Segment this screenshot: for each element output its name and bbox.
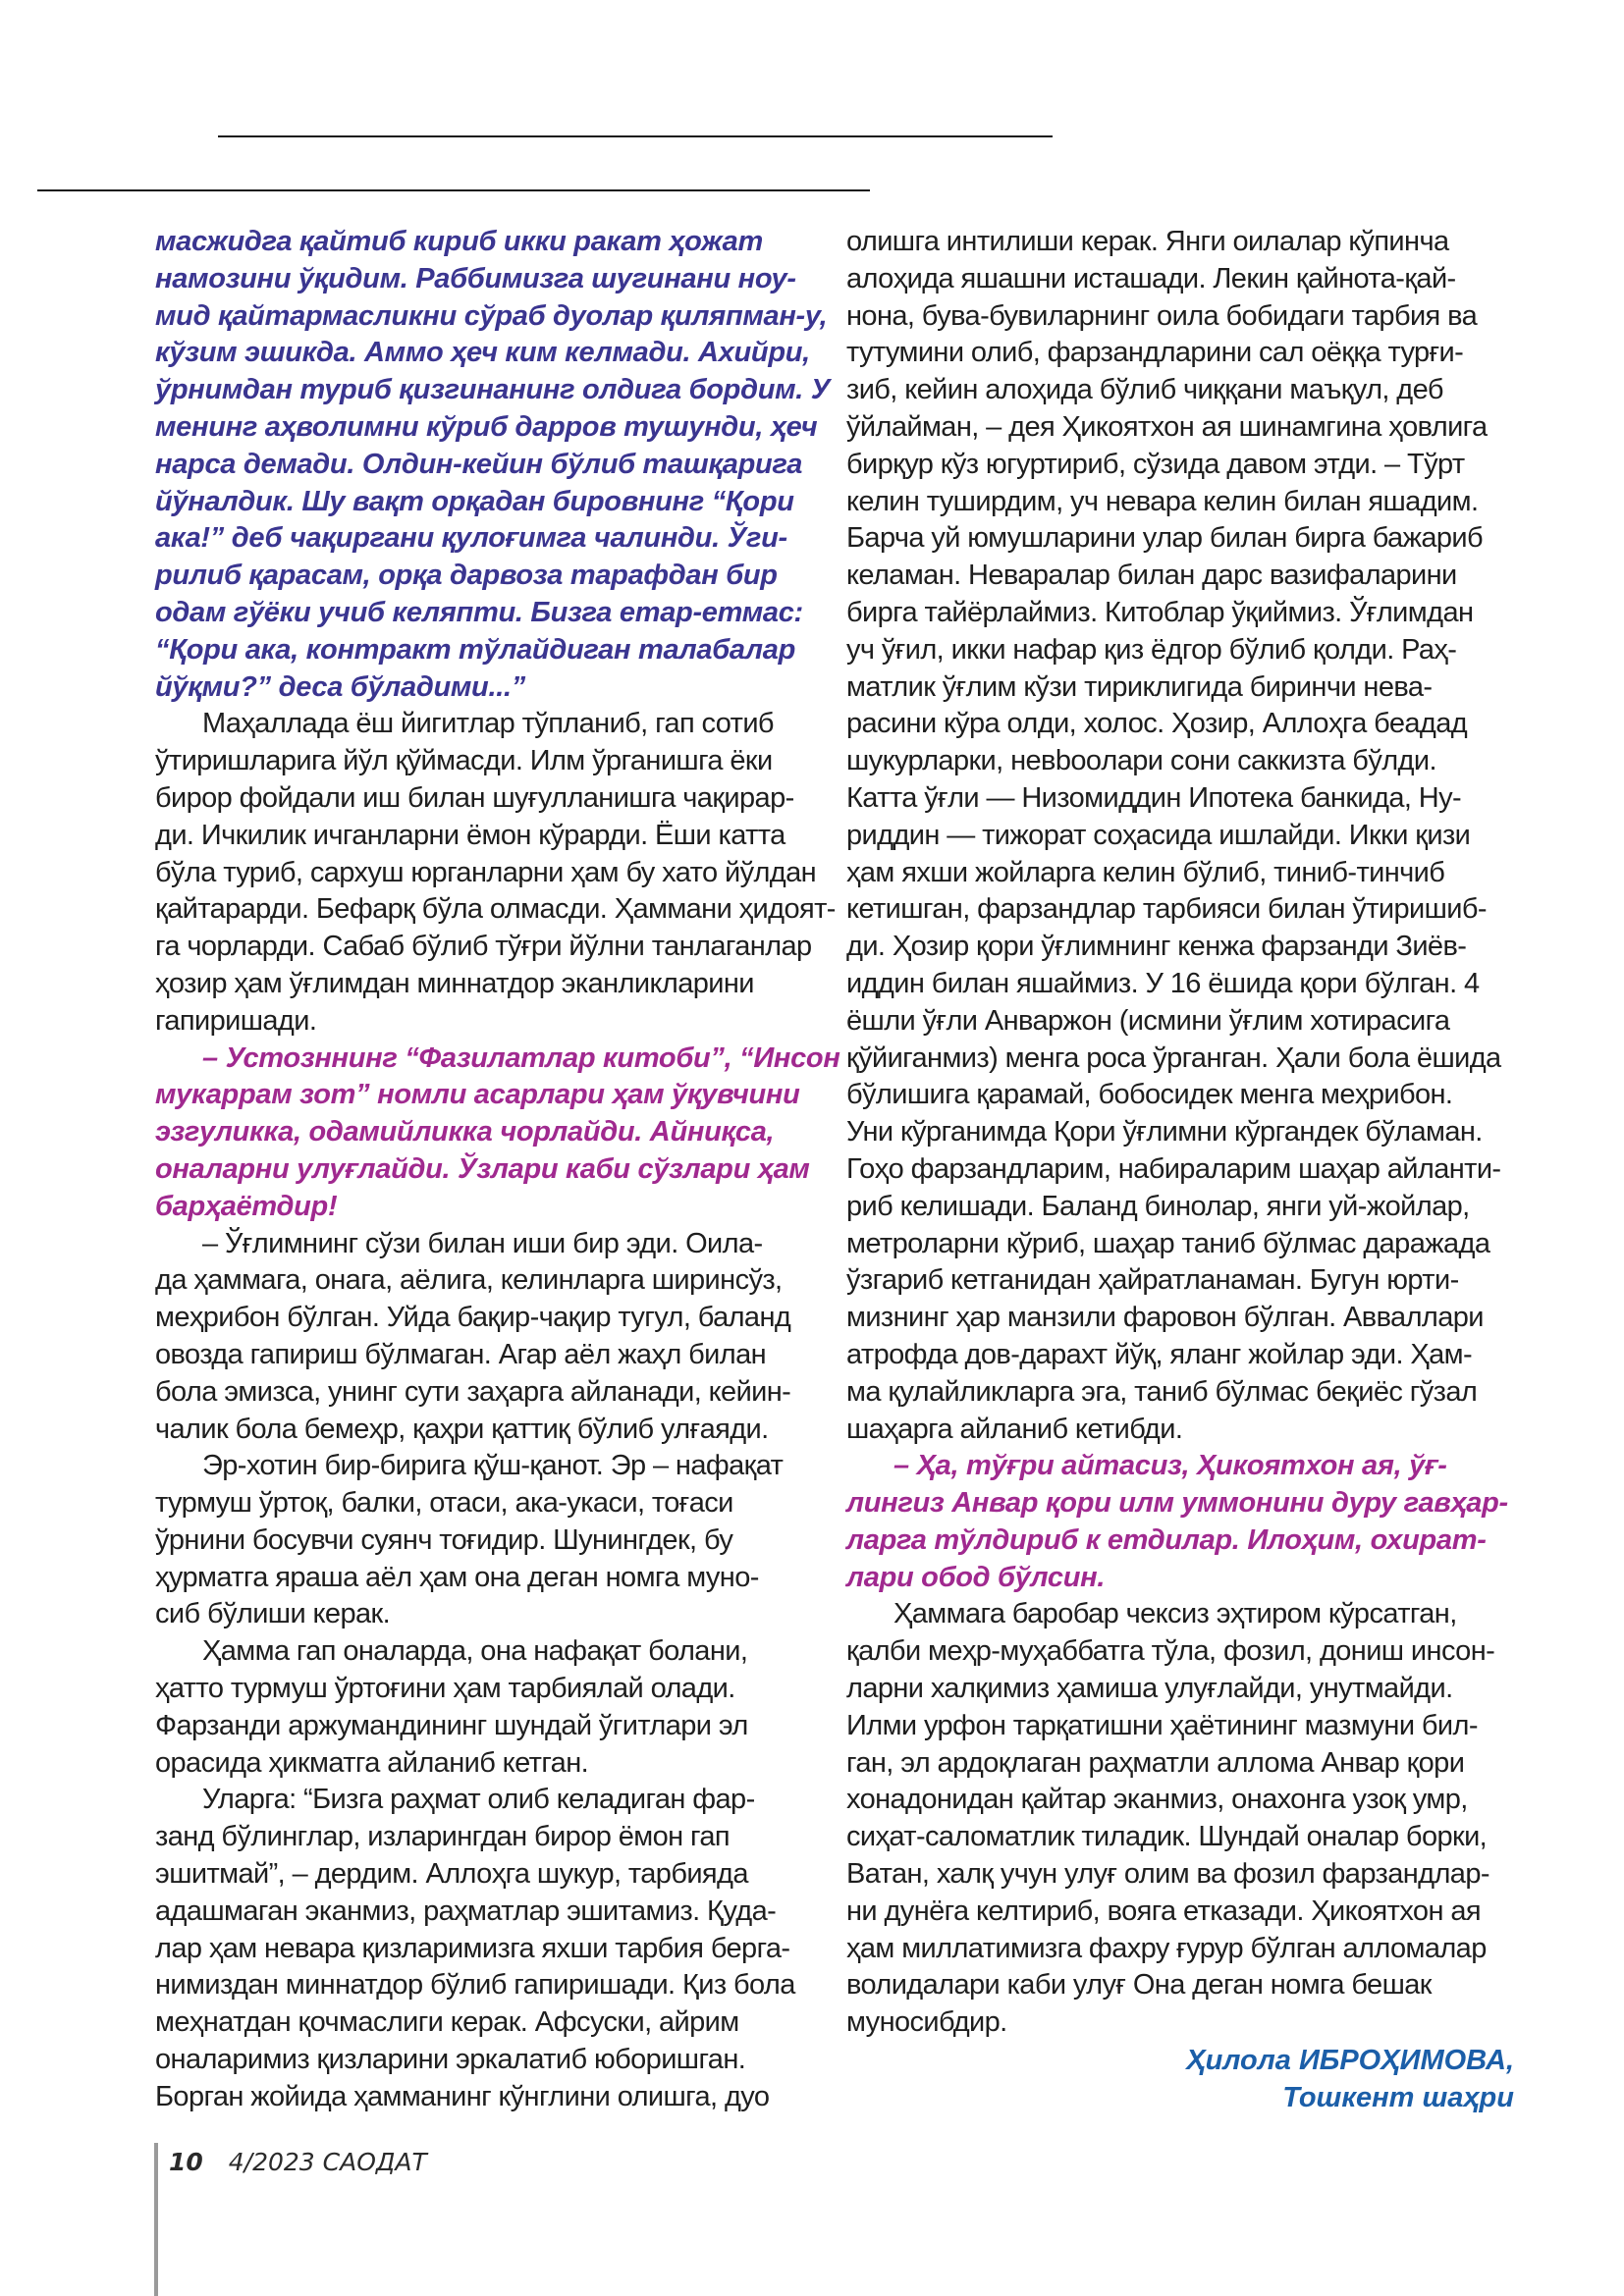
article-column-right [846, 224, 1524, 2042]
text-line: “Қори ака, контракт тўлайдиган талабалар [155, 633, 796, 666]
text-line: чалик бола бемеҳр, қаҳри қаттиқ бўлиб улғаяди. [155, 1413, 769, 1445]
text-line: лингиз Анвар қори илм уммонини дуру гавҳар- [846, 1487, 1508, 1520]
text-line: ҳатто турмуш ўртоғини ҳам тарбиялай олади. [155, 1673, 735, 1705]
text-line: адашмаган эканмиз, раҳматлар эшитамиз. Қуда- [155, 1895, 777, 1927]
text-line: бирга тайёрлаймиз. Китоблар ўқиймиз. Ўғлимдан [846, 596, 1474, 628]
text-line: Борган жойида ҳамманинг кўнглини олишга, дуо [155, 2080, 770, 2112]
text-line: мид қайтармасликни сўраб дуолар қиляпман-у, [155, 299, 828, 332]
text-line: расини кўра олди, холос. Ҳозир, Аллоҳга беадад [846, 708, 1468, 740]
text-line: мизнинг ҳар манзили фаровон бўлган. Авваллари [846, 1302, 1484, 1334]
text-line: меҳрибон бўлган. Уйда бақир-чақир тугул, баланд [155, 1302, 791, 1334]
text-line: қайтарарди. Бефарқ бўла олмасди. Ҳаммани ҳидоят- [155, 893, 836, 926]
paragraph [846, 224, 1524, 1448]
text-line: ган, эл ардоқлаган раҳматли аллома Анвар қори [846, 1746, 1465, 1779]
text-line: келин туширдим, уч невара келин билан яшадим. [846, 485, 1479, 517]
quote-paragraph [846, 1448, 1524, 1596]
text-line: атрофда дов-дарахт йўқ, яланг жойлар эди. Ҳам- [846, 1338, 1473, 1370]
paragraph [155, 1782, 833, 2115]
page-number: 10 [169, 2148, 203, 2176]
text-line: шаҳарга айланиб кетибди. [846, 1413, 1183, 1445]
text-line: Ҳамма гап оналарда, она нафақат болани, [202, 1635, 748, 1668]
text-line: шукурларки, невbooлари сони саккизта бўлди. [846, 745, 1436, 777]
text-line: ди. Ҳозир қори ўғлимнинг кенжа фарзанди Зиёв- [846, 931, 1467, 963]
text-line: Маҳаллада ёш йигитлар тўпланиб, гап сотиб [202, 708, 774, 740]
text-line: муносибдир. [846, 2006, 1007, 2039]
paragraph [846, 1596, 1524, 2042]
text-line: барҳаётдир! [155, 1190, 338, 1222]
text-line: мукаррам зот” номли асарлари ҳам ўқувчини [155, 1079, 800, 1111]
text-line: меҳнатдан қочмаслиги керак. Афсуски, айрим [155, 2006, 739, 2039]
issue-label: 4/2023 САОДАТ [228, 2148, 427, 2176]
text-line: эшитмай”, – дердим. Аллоҳга шукур, тарбияда [155, 1858, 748, 1891]
text-line: гапиришади. [155, 1004, 317, 1037]
text-line: ўтиришларига йўл қўймасди. Илм ўрганишга ёки [155, 745, 773, 777]
text-line: ҳурматга яраша аёл ҳам она деган номга муно- [155, 1561, 759, 1593]
text-line: алоҳида яшашни исташади. Лекин қайнота-қай- [846, 262, 1456, 294]
text-line: Фарзанди аржумандининг шундай ўгитлари эл [155, 1709, 748, 1741]
text-line: ёшли ўғли Анваржон (исмини ўғлим хотирасига [846, 1004, 1450, 1037]
text-line: ўзгариб кетганидан ҳайратланаман. Бугун юрти- [846, 1264, 1459, 1297]
text-line: нимиздан миннатдор бўлиб гапиришади. Қиз бола [155, 1969, 795, 2002]
text-line: волидалари каби улуғ Она деган номга бешак [846, 1969, 1432, 2002]
text-line: ни дунёга келтириб, вояга етказади. Ҳикоятхон ая [846, 1895, 1481, 1927]
text-line: йўқми?” деса бўладими...” [155, 670, 525, 703]
text-line: ака!” деб чақиргани қулоғимга чалинди. Ўги- [155, 522, 787, 555]
text-line: рилиб қарасам, орқа дарвоза тарафдан бир [155, 560, 778, 592]
text-line: Барча уй юмушларини улар билан бирга бажариб [846, 522, 1484, 555]
text-line: турмуш ўртоқ, балки, отаси, ака-укаси, тоғаси [155, 1487, 733, 1520]
text-line: Уларга: “Бизга раҳмат олиб келадиган фар- [202, 1784, 755, 1816]
footer-divider [154, 2143, 158, 2296]
text-line: кўзим эшикда. Аммо ҳеч ким келмади. Ахийри, [155, 337, 810, 369]
text-line: эзгуликка, одамийликка чорлайди. Айниқса, [155, 1116, 775, 1148]
text-line: ди. Ичкилик ичганларни ёмон кўрарди. Ёши катта [155, 819, 785, 851]
text-line: ларни халқимиз ҳамиша улуғлайди, унутмайди. [846, 1673, 1453, 1705]
paragraph [155, 1633, 833, 1782]
text-line: ҳам яхши жойларга келин бўлиб, тиниб-тинчиб [846, 856, 1445, 888]
text-line: занд бўлинглар, изларингдан бирор ёмон гап [155, 1821, 730, 1853]
text-line: – Ўғлимнинг сўзи билан иши бир эди. Оила- [202, 1227, 763, 1259]
paragraph [155, 1448, 833, 1633]
text-line: ўйлайман, – дея Ҳикоятхон ая шинамгина ҳовлига [846, 410, 1488, 443]
header-rule-bottom [37, 189, 870, 191]
text-line: менинг аҳволимни кўриб дарров тушунди, ҳеч [155, 410, 818, 443]
text-line: метроларни кўриб, шаҳар таниб бўлмас даражада [846, 1227, 1490, 1259]
text-line: оналаримиз қизларини эркалатиб юборишган. [155, 2044, 746, 2076]
text-line: да ҳаммага, онага, аёлига, келинларга ширинсўз, [155, 1264, 783, 1297]
text-line: бирқур кўз югуртириб, сўзида давом этди. – Тўрт [846, 448, 1465, 480]
quote-paragraph [155, 1041, 840, 1226]
text-line: га чорларди. Сабаб бўлиб тўғри йўлни танлаганлар [155, 931, 812, 963]
text-line: риб келишади. Баланд бинолар, янги уй-жойлар, [846, 1190, 1470, 1222]
text-line: риддин — тижорат соҳасида ишлайди. Икки қизи [846, 819, 1471, 851]
text-line: зиб, кейин алоҳида бўлиб чиққани маъқул, деб [846, 374, 1443, 406]
text-line: Гоҳо фарзандларим, набираларим шаҳар айланти- [846, 1152, 1501, 1185]
text-line: қалби меҳр-муҳаббатга тўла, фозил, дониш инсон- [846, 1635, 1495, 1668]
text-line: Уни кўрганимда Қори ўғлимни кўргандек бўламан. [846, 1116, 1483, 1148]
text-line: Илми урфон тарқатишни ҳаётининг мазмуни бил- [846, 1709, 1478, 1741]
paragraph [155, 1226, 833, 1449]
text-line: ҳам миллатимизга фахру ғурур бўлган алломалар [846, 1932, 1487, 1964]
text-line: хонадонидан қайтар эканмиз, онахонга узоқ умр, [846, 1784, 1468, 1816]
text-line: тутумини олиб, фарзандларини сал оёққа турғи- [846, 337, 1464, 369]
text-line: олишга интилиши керак. Янги оилалар кўпинча [846, 226, 1449, 257]
text-line: матлик ўғлим кўзи тириклигида биринчи нева- [846, 670, 1433, 703]
text-line: Ҳаммага баробар чексиз эҳтиром кўрсатган, [893, 1598, 1457, 1630]
text-line: уч ўғил, икки нафар қиз ёдгор бўлиб қолди. Раҳ- [846, 633, 1457, 666]
header-rule-top [218, 135, 1053, 137]
text-line: – Устозннинг “Фазилатлар китоби”, “Инсон [202, 1041, 840, 1074]
text-line: орасида ҳикматга айланиб кетган. [155, 1746, 589, 1779]
quote-paragraph [155, 224, 833, 706]
text-line: намозини ўқидим. Раббимизга шугинани ноу- [155, 262, 796, 294]
text-line: нона, бува-бувиларнинг оила бобидаги тарбия ва [846, 299, 1478, 332]
article-column-left [155, 224, 840, 2116]
author-name: Ҳилола ИБРОҲИМОВА, [1186, 2045, 1514, 2076]
page-footer [169, 2148, 427, 2176]
text-line: ма қулайликларга эга, таниб бўлмас беқиёс гўзал [846, 1375, 1478, 1408]
text-line: лар ҳам невара қизларимизга яхши тарбия берга- [155, 1932, 790, 1964]
text-line: ҳозир ҳам ўғлимдан миннатдор эканликларини [155, 967, 754, 999]
text-line: иддин билан яшаймиз. У 16 ёшида қори бўлган. 4 [846, 967, 1480, 999]
text-line: лари обод бўлсин. [846, 1561, 1106, 1593]
paragraph [155, 706, 836, 1040]
text-line: Эр-хотин бир-бирига қўш-қанот. Эр – нафақат [202, 1450, 784, 1482]
text-line: бўлишига қарамай, бобосидек менга меҳрибон. [846, 1079, 1453, 1111]
text-line: сиб бўлиши керак. [155, 1598, 391, 1630]
article-signature [1186, 2042, 1514, 2116]
text-line: ўрнимдан туриб қизгинанинг олдига бордим. У [155, 374, 831, 406]
text-line: бўла туриб, сархуш юрганларни ҳам бу хато йўлдан [155, 856, 817, 888]
author-city: Тошкент шаҳри [1282, 2082, 1514, 2113]
text-line: сиҳат-саломатлик тиладик. Шундай оналар борки, [846, 1821, 1488, 1853]
text-line: оналарни улуғлайди. Ўзлари каби сўзлари ҳам [155, 1152, 810, 1185]
text-line: кетишган, фарзандлар тарбияси билан ўтиришиб- [846, 893, 1487, 926]
text-line: қўйиганмиз) менга роса ўрганган. Ҳали бола ёшида [846, 1041, 1501, 1074]
text-line: ўрнини босувчи суянч тоғидир. Шунингдек, бу [155, 1523, 733, 1556]
text-line: бирор фойдали иш билан шуғулланишга чақирар- [155, 781, 794, 814]
text-line: масжидга қайтиб кириб икки ракат ҳожат [155, 226, 763, 257]
text-line: одам гўёки учиб келяпти. Бизга етар-етмас: [155, 596, 803, 628]
text-line: келаман. Неваралар билан дарс вазифаларини [846, 560, 1457, 592]
text-line: нарса демади. Олдин-кейин бўлиб ташқарига [155, 448, 803, 480]
text-line: – Ҳа, тўғри айтасиз, Ҳикоятхон ая, ўғ- [893, 1450, 1447, 1482]
text-line: ларга тўлдириб к етдилар. Илоҳим, охират- [846, 1523, 1487, 1556]
text-line: Катта ўғли — Низомиддин Ипотека банкида, Ну- [846, 781, 1462, 814]
text-line: бола эмизса, унинг сути заҳарга айланади, кейин- [155, 1375, 791, 1408]
text-line: йўналдик. Шу вақт орқадан бировнинг “Қори [155, 485, 794, 517]
text-line: Ватан, халқ учун улуғ олим ва фозил фарзандлар- [846, 1858, 1489, 1891]
text-line: овозда гапириш бўлмаган. Агар аёл жаҳл билан [155, 1338, 767, 1370]
